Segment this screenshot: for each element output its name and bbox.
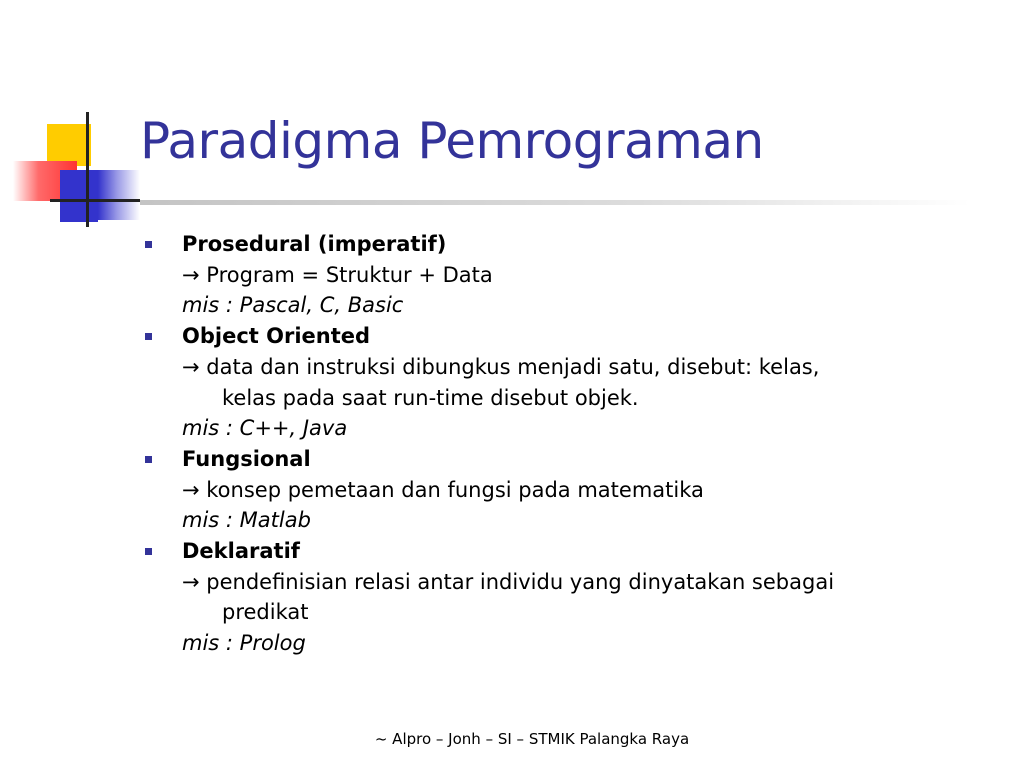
- list-item-deklaratif: [145, 536, 1005, 659]
- item-example: mis : C++, Java: [182, 416, 348, 441]
- item-heading: Fungsional: [182, 446, 311, 471]
- item-heading: Deklaratif: [182, 539, 300, 564]
- item-heading: Prosedural (imperatif): [182, 232, 447, 256]
- bullet-square-icon: [145, 548, 152, 555]
- slide-footer: ~ Alpro – Jonh – SI – STMIK Palangka Raya: [374, 730, 690, 748]
- blue-fade-bar: [98, 170, 140, 220]
- yellow-square: [47, 124, 91, 166]
- title-underline: [140, 200, 970, 205]
- blue-square: [60, 170, 98, 222]
- item-description-continued: kelas pada saat run-time disebut objek.: [222, 385, 639, 410]
- item-description: → konsep pemetaan dan fungsi pada matematika: [182, 477, 704, 502]
- item-example: mis : Pascal, C, Basic: [182, 293, 404, 318]
- item-example: mis : Prolog: [182, 631, 306, 656]
- bullet-square-icon: [145, 456, 152, 463]
- item-description: → data dan instruksi dibungkus menjadi satu, disebut: kelas,: [182, 354, 820, 379]
- bullet-square-icon: [145, 241, 152, 248]
- list-item-object-oriented: [145, 321, 1005, 444]
- bullet-square-icon: [145, 333, 152, 340]
- item-example: mis : Matlab: [182, 508, 311, 533]
- horizontal-line: [50, 199, 140, 202]
- item-description: → pendefinisian relasi antar individu yang dinyatakan sebagai: [182, 569, 835, 594]
- item-heading: Object Oriented: [182, 324, 371, 349]
- list-item-fungsional: [145, 444, 1005, 536]
- vertical-line: [86, 112, 89, 227]
- item-description: → Program = Struktur + Data: [182, 262, 493, 287]
- list-item-prosedural: [145, 229, 1005, 321]
- bullet-list: [145, 229, 1005, 659]
- corner-decoration: [0, 0, 140, 240]
- item-description-continued: predikat: [222, 600, 309, 625]
- slide-title: Paradigma Pemrograman: [140, 112, 764, 170]
